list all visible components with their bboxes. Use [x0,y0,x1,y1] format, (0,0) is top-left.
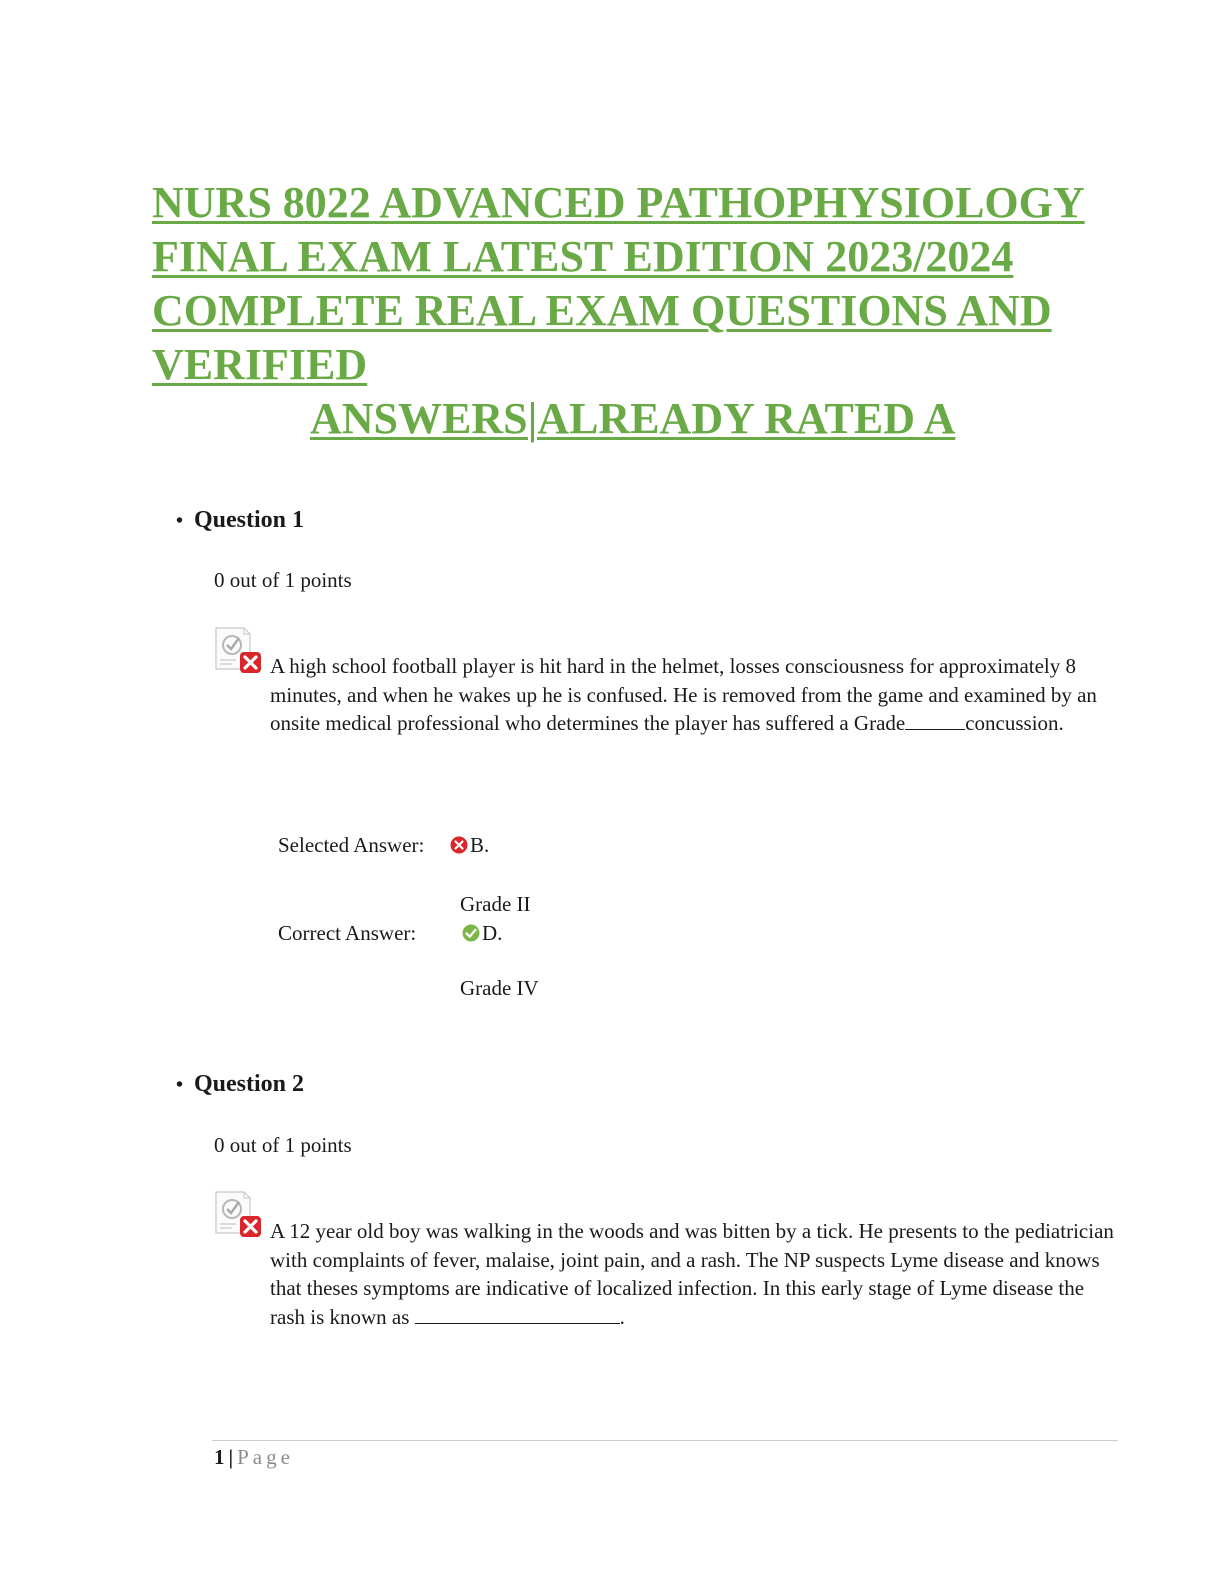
title-line-3: COMPLETE REAL EXAM QUESTIONS AND [152,286,1052,335]
title-line-4: VERIFIED [152,340,368,389]
correct-answer-letter: D. [462,920,502,946]
title-line-1: NURS 8022 ADVANCED PATHOPHYSIOLOGY [152,178,1085,227]
footer-divider [212,1440,1118,1441]
footer-separator: | [228,1445,234,1469]
correct-answer-value: Grade IV [460,976,539,1000]
selected-answer-letter: B. [450,832,489,858]
answer-blank [415,1307,620,1324]
page-label: Page [237,1445,294,1469]
incorrect-status-icon [214,1189,264,1239]
page-number: 1 [214,1445,225,1469]
question-2-heading: • Question 2 [176,1069,304,1100]
selected-answer-label: Selected Answer: [278,833,425,857]
incorrect-mark-icon [450,836,468,854]
correct-check-icon [462,924,480,942]
incorrect-status-icon [214,625,264,675]
page-footer [214,1444,294,1470]
title-line-5: ANSWERS|ALREADY RATED A [310,394,956,443]
bullet-icon: • [176,510,184,532]
selected-answer-value: Grade II [460,892,531,916]
question-1-points: 0 out of 1 points [214,568,352,592]
question-1-heading: • Question 1 [176,505,304,536]
question-2-points: 0 out of 1 points [214,1133,352,1157]
question-1-text: A high school football player is hit hard in the helmet, losses consciousness for approximately 8 minutes, and when he wakes up he is confused. He is removed from the game and examined by an onsite medical professional who determines the player has suffered a Grade concussion. [270,654,1097,735]
document-title [152,176,1112,446]
correct-answer-label: Correct Answer: [278,921,417,945]
title-line-2: FINAL EXAM LATEST EDITION 2023/2024 [152,232,1014,281]
bullet-icon: • [176,1074,184,1096]
answer-blank [905,713,965,730]
question-2-text: A 12 year old boy was walking in the woods and was bitten by a tick. He presents to the pediatrician with complaints of fever, malaise, joint pain, and a rash. The NP suspects Lyme disease and knows that theses symptoms are indicative of localized infection. In this early stage of Lyme disease the rash is known as . [270,1219,1114,1329]
